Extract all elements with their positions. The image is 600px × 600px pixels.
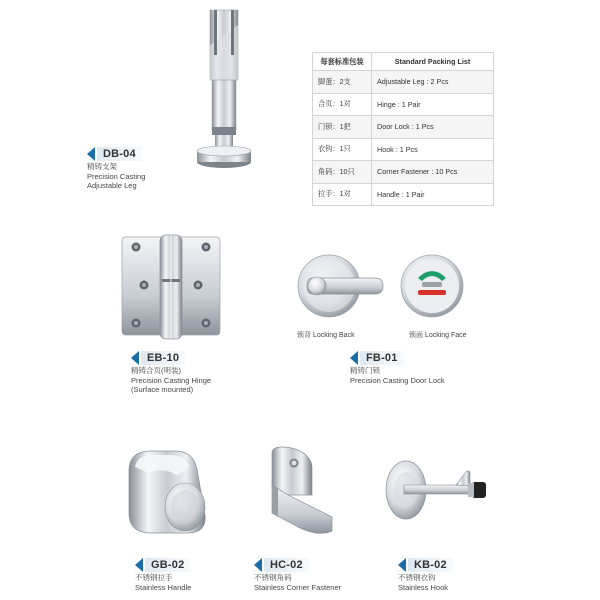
row-en: Hinge : 1 Pair xyxy=(372,93,494,116)
adjustable-leg-image xyxy=(190,5,270,175)
chevron-left-icon xyxy=(135,558,143,572)
product-name-line1: Precision Casting Door Lock xyxy=(350,375,445,385)
row-en: Handle : 1 Pair xyxy=(372,183,494,206)
chevron-left-icon xyxy=(87,147,95,161)
code-tag-db04 xyxy=(87,147,142,161)
code-tag-kb02 xyxy=(398,558,453,572)
table-row xyxy=(313,183,494,206)
row-en: Door Lock : 1 Pcs xyxy=(372,116,494,139)
product-name-line1: Stainless Hook xyxy=(398,582,449,592)
chevron-left-icon xyxy=(398,558,406,572)
row-cn: 门锁：1把 xyxy=(313,116,372,139)
lock-back-image xyxy=(295,248,387,324)
row-en: Hook : 1 Pcs xyxy=(372,138,494,161)
chevron-left-icon xyxy=(350,351,358,365)
product-description-db04 xyxy=(87,162,145,191)
product-code: GB-02 xyxy=(145,558,190,572)
handle-image xyxy=(115,445,215,540)
row-cn: 角码：10只 xyxy=(313,161,372,184)
product-name-cn: 不锈钢角码 xyxy=(254,573,292,582)
packing-list-table xyxy=(312,52,494,206)
chevron-left-icon xyxy=(254,558,262,572)
product-description-hc02 xyxy=(254,573,341,592)
product-code: KB-02 xyxy=(408,558,453,572)
row-en: Adjustable Leg : 2 Pcs xyxy=(372,71,494,94)
hinge-image xyxy=(118,233,228,341)
table-row xyxy=(313,161,494,184)
code-tag-gb02 xyxy=(135,558,190,572)
header-en: Standard Packing List xyxy=(372,53,494,71)
table-row xyxy=(313,138,494,161)
row-en: Corner Fastener : 10 Pcs xyxy=(372,161,494,184)
product-name-line2: Adjustable Leg xyxy=(87,181,137,190)
lock-face-image xyxy=(398,252,466,320)
chevron-left-icon xyxy=(131,351,139,365)
product-description-kb02 xyxy=(398,573,448,592)
product-code: EB-10 xyxy=(141,351,185,365)
product-name-cn: 不锈钢衣钩 xyxy=(398,573,436,582)
product-name-line1: Stainless Handle xyxy=(135,582,192,592)
product-code: HC-02 xyxy=(264,558,309,572)
product-name-line1: Precision Casting Hinge xyxy=(131,375,212,385)
product-code: FB-01 xyxy=(360,351,404,365)
row-cn: 合页：1对 xyxy=(313,93,372,116)
table-row xyxy=(313,93,494,116)
product-name-cn: 精铸支架 xyxy=(87,162,117,171)
product-name-cn: 精铸合页(明装) xyxy=(131,366,181,375)
product-code: DB-04 xyxy=(97,147,142,161)
row-cn: 脚蛋：2支 xyxy=(313,71,372,94)
code-tag-fb01 xyxy=(350,351,404,365)
product-description-fb01 xyxy=(350,366,445,385)
product-description-gb02 xyxy=(135,573,191,592)
corner-fastener-image xyxy=(258,445,336,540)
product-name-cn: 不锈钢拉手 xyxy=(135,573,173,582)
table-row xyxy=(313,116,494,139)
table-header-row xyxy=(313,53,494,71)
caption-locking-face: 锁面 Locking Face xyxy=(409,332,467,339)
code-tag-eb10 xyxy=(131,351,185,365)
row-cn: 衣钩：1只 xyxy=(313,138,372,161)
row-cn: 拉手：1对 xyxy=(313,183,372,206)
header-cn: 每套标准包装 xyxy=(313,53,372,71)
product-description-eb10 xyxy=(131,366,211,395)
caption-locking-back: 锁背 Locking Back xyxy=(297,332,355,339)
product-name-cn: 精铸门锁 xyxy=(350,366,380,375)
product-name-line2: (Surface mounted) xyxy=(131,385,194,394)
product-name-line1: Stainless Corner Fastener xyxy=(254,582,342,592)
hook-image xyxy=(380,452,500,532)
code-tag-hc02 xyxy=(254,558,309,572)
table-row xyxy=(313,71,494,94)
product-name-line1: Precision Casting xyxy=(87,171,146,181)
